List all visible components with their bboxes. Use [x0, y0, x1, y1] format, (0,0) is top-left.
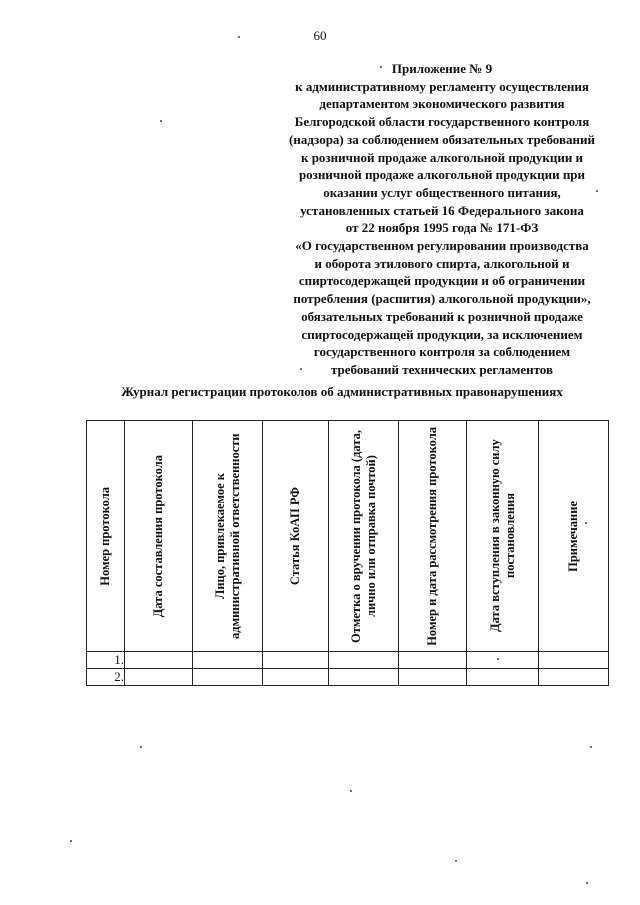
- table-cell[interactable]: [399, 652, 467, 669]
- journal-title: [0, 384, 640, 400]
- appendix-line: Белгородской области государственного контроля: [294, 114, 590, 130]
- appendix-line: к административному регламенту осуществления: [295, 78, 589, 94]
- appendix-line: обязательных требований к розничной продаже: [301, 308, 583, 324]
- table-cell[interactable]: [467, 669, 539, 686]
- scan-speck: [70, 840, 72, 842]
- scan-speck: [238, 36, 240, 38]
- table-row: [87, 652, 609, 669]
- table-row: [87, 669, 609, 686]
- table-cell[interactable]: [329, 652, 399, 669]
- appendix-line: спиртосодержащей продукции, за исключением: [301, 326, 583, 342]
- scan-speck: [497, 658, 499, 660]
- table-header-row: [87, 421, 609, 652]
- scan-speck: [596, 190, 598, 192]
- table-cell[interactable]: [125, 669, 193, 686]
- appendix-line: от 22 ноября 1995 года № 171-ФЗ: [345, 220, 539, 236]
- scan-speck: [590, 746, 592, 748]
- scan-speck: [585, 522, 587, 524]
- appendix-line: Приложение № 9: [391, 61, 493, 76]
- header-protocol-date: Дата составления протокола: [125, 421, 193, 652]
- table-cell[interactable]: [263, 652, 329, 669]
- appendix-line: спиртосодержащей продукции и об ограничении: [298, 273, 586, 289]
- appendix-line: государственного контроля за соблюдением: [313, 344, 571, 360]
- appendix-line: розничной продаже алкогольной продукции при: [298, 167, 586, 183]
- table-cell[interactable]: [539, 652, 609, 669]
- table-cell[interactable]: [467, 652, 539, 669]
- appendix-line: к розничной продаже алкогольной продукции и: [300, 149, 584, 165]
- appendix-line: установленных статьей 16 Федерального закона: [300, 202, 584, 218]
- scan-speck: [350, 790, 352, 792]
- table-cell[interactable]: [263, 669, 329, 686]
- header-liable-person: Лицо, привлекаемое к административной ответственности: [193, 421, 263, 652]
- appendix-line: (надзора) за соблюдением обязательных требований: [289, 131, 595, 147]
- table-cell[interactable]: [193, 669, 263, 686]
- header-effective-date: Дата вступления в законную силу постановления: [467, 421, 539, 652]
- scan-speck: [300, 368, 302, 370]
- appendix-line: требований технических регламентов: [331, 361, 553, 377]
- appendix-line: и оборота этилового спирта, алкогольной и: [314, 255, 570, 271]
- header-protocol-number: Номер протокола: [87, 421, 125, 652]
- header-koap-article: Статья КоАП РФ: [263, 421, 329, 652]
- scan-speck: [160, 120, 162, 122]
- appendix-line: потребления (распития) алкогольной продукции»,: [293, 291, 591, 307]
- scan-speck: [140, 746, 142, 748]
- header-review-number-date: Номер и дата рассмотрения протокола: [399, 421, 467, 652]
- row-number: 1.: [87, 652, 125, 669]
- header-note: Примечание: [539, 421, 609, 652]
- protocol-register-table: [86, 420, 609, 686]
- appendix-line: «О государственном регулировании производства: [295, 238, 589, 254]
- row-number: 2.: [87, 669, 125, 686]
- appendix-line: оказании услуг общественного питания,: [323, 184, 561, 200]
- table-cell[interactable]: [329, 669, 399, 686]
- appendix-header: [262, 60, 622, 379]
- journal-title-text: Журнал регистрации протоколов об административных правонарушениях: [121, 384, 563, 399]
- table-cell[interactable]: [193, 652, 263, 669]
- scan-speck: [455, 860, 457, 862]
- header-delivery-mark: Отметка о вручении протокола (дата, лично или отправка почтой): [329, 421, 399, 652]
- table-cell[interactable]: [125, 652, 193, 669]
- scan-speck: [586, 882, 588, 884]
- table-cell[interactable]: [539, 669, 609, 686]
- table-cell[interactable]: [399, 669, 467, 686]
- appendix-line: департаментом экономического развития: [319, 96, 565, 112]
- page-number: 60: [313, 28, 327, 43]
- scan-speck: [380, 66, 382, 68]
